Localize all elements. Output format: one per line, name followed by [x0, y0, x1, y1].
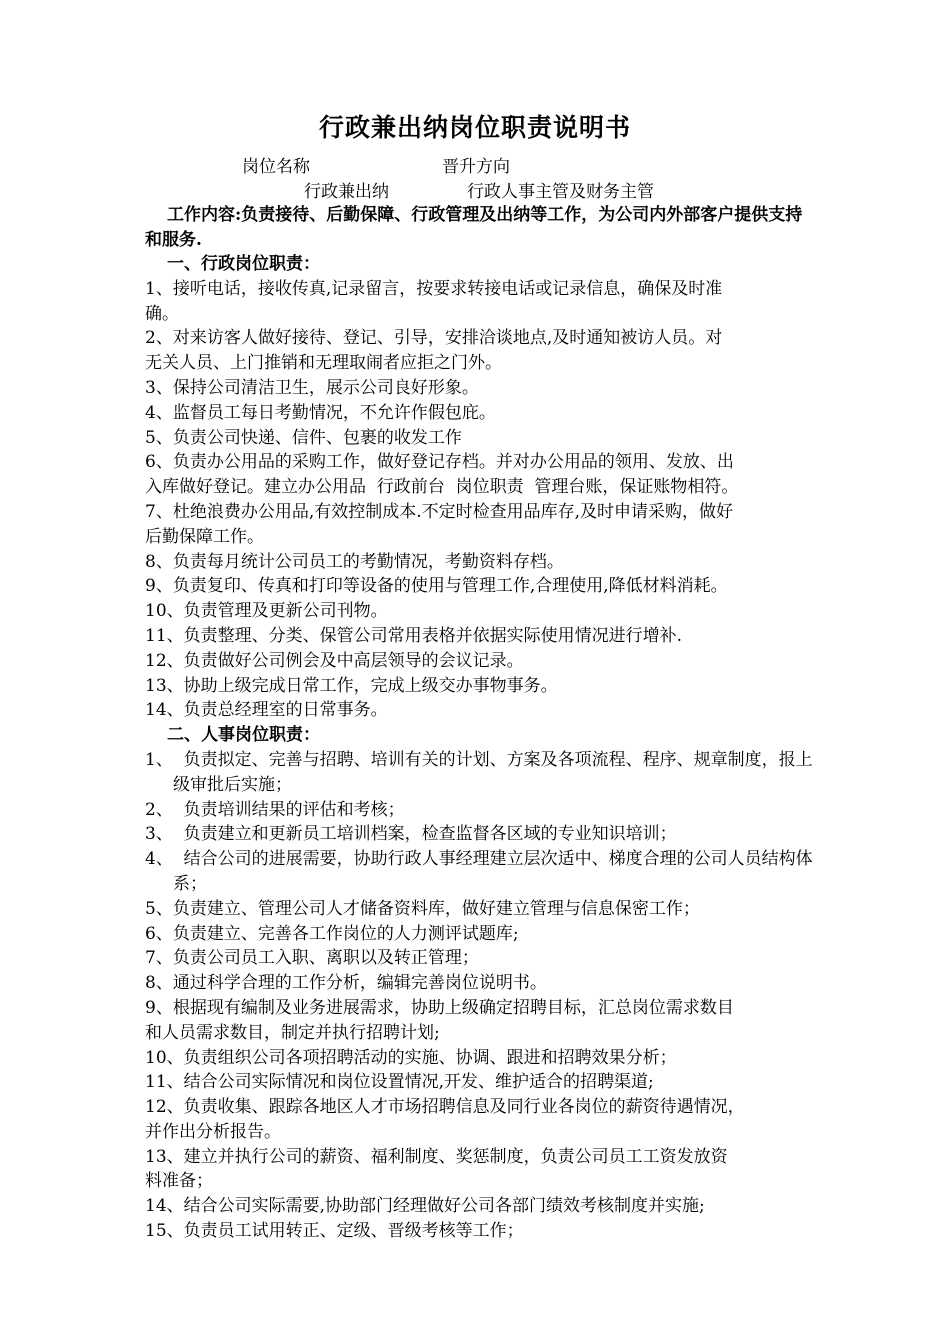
header-value-position-name: 行政兼出纳: [304, 182, 389, 202]
duty-line: 和人员需求数目，制定并执行招聘计划;: [145, 1022, 440, 1043]
header-value-promotion: 行政人事主管及财务主管: [467, 182, 654, 202]
duty-line: 6、负责办公用品的采购工作，做好登记存档。并对办公用品的领用、发放、出: [145, 452, 734, 473]
duty-line: 5、负责建立、管理公司人才储备资料库，做好建立管理与信息保密工作；: [145, 898, 700, 919]
duty-line: 4、 结合公司的进展需要，协助行政人事经理建立层次适中、梯度合理的公司人员结构体系；: [145, 849, 813, 894]
duty-line: 2、 负责培训结果的评估和考核；: [145, 799, 405, 820]
duty-line: 6、负责建立、完善各工作岗位的人力测评试题库;: [145, 923, 519, 944]
duty-line: 8、通过科学合理的工作分析，编辑完善岗位说明书。: [145, 973, 547, 994]
duty-line: 4、监督员工每日考勤情况，不允许作假包庇。: [145, 402, 496, 423]
duty-line: 9、负责复印、传真和打印等设备的使用与管理工作,合理使用,降低材料消耗。: [145, 576, 728, 597]
header-label-position-name: 岗位名称: [242, 157, 310, 177]
duty-line: 13、协助上级完成日常工作，完成上级交办事物事务。: [145, 675, 558, 696]
duty-line: 11、负责整理、分类、保管公司常用表格并依据实际使用情况进行增补.: [145, 625, 683, 646]
document-title: 行政兼出纳岗位职责说明书: [318, 113, 631, 142]
duty-line: 3、 负责建立和更新员工培训档案，检查监督各区域的专业知识培训；: [145, 824, 677, 845]
duty-line: 11、结合公司实际情况和岗位设置情况,开发、维护适合的招聘渠道;: [145, 1072, 654, 1093]
duty-line: 2、对来访客人做好接待、登记、引导，安排洽谈地点,及时通知被访人员。对: [145, 328, 723, 349]
duty-line: 料准备；: [145, 1171, 213, 1192]
duty-line: 14、结合公司实际需要,协助部门经理做好公司各部门绩效考核制度并实施;: [145, 1196, 705, 1217]
duty-line: 15、负责员工试用转正、定级、晋级考核等工作；: [145, 1221, 524, 1242]
duty-line: 14、负责总经理室的日常事务。: [145, 700, 388, 721]
duty-line: 7、负责公司员工入职、离职以及转正管理；: [145, 948, 479, 969]
duty-line: 9、根据现有编制及业务进展需求，协助上级确定招聘目标，汇总岗位需求数目: [145, 997, 734, 1018]
duty-line: 3、保持公司清洁卫生，展示公司良好形象。: [145, 377, 479, 398]
header-label-promotion: 晋升方向: [442, 157, 510, 177]
duty-line: 12、负责做好公司例会及中高层领导的会议记录。: [145, 650, 524, 671]
duty-line: 12、负责收集、跟踪各地区人才市场招聘信息及同行业各岗位的薪资待遇情况，: [145, 1097, 745, 1118]
duty-line: 10、负责管理及更新公司刊物。: [145, 601, 388, 622]
work-content-summary: 工作内容:负责接待、后勤保障、行政管理及出纳等工作，为公司内外部客户提供支持和服务.: [145, 205, 803, 250]
duty-line: 7、杜绝浪费办公用品,有效控制成本.不定时检查用品库存,及时申请采购，做好: [145, 501, 734, 522]
duty-line: 1、接听电话，接收传真,记录留言，按要求转接电话或记录信息，确保及时准: [145, 278, 723, 299]
duty-line: 入库做好登记。建立办公用品 行政前台 岗位职责 管理台账，保证账物相符。: [145, 477, 739, 498]
duties-list: [145, 252, 817, 1244]
duty-line: 无关人员、上门推销和无理取闹者应拒之门外。: [145, 353, 502, 374]
duty-line: 10、负责组织公司各项招聘活动的实施、协调、跟进和招聘效果分析；: [145, 1047, 677, 1068]
duty-line: 1、 负责拟定、完善与招聘、培训有关的计划、方案及各项流程、程序、规章制度，报上级审批后实施；: [145, 749, 813, 795]
duty-line: 13、建立并执行公司的薪资、福利制度、奖惩制度，负责公司员工工资发放资: [145, 1146, 728, 1167]
section-heading: 一、行政岗位职责：: [167, 254, 320, 274]
duty-line: 8、负责每月统计公司员工的考勤情况，考勤资料存档。: [145, 551, 564, 572]
duty-line: 确。: [145, 303, 179, 324]
section-heading: 二、人事岗位职责：: [167, 725, 320, 746]
duty-line: 后勤保障工作。: [145, 526, 264, 547]
duty-line: 5、负责公司快递、信件、包裹的收发工作: [145, 427, 462, 448]
duty-line: 并作出分析报告。: [145, 1121, 281, 1142]
